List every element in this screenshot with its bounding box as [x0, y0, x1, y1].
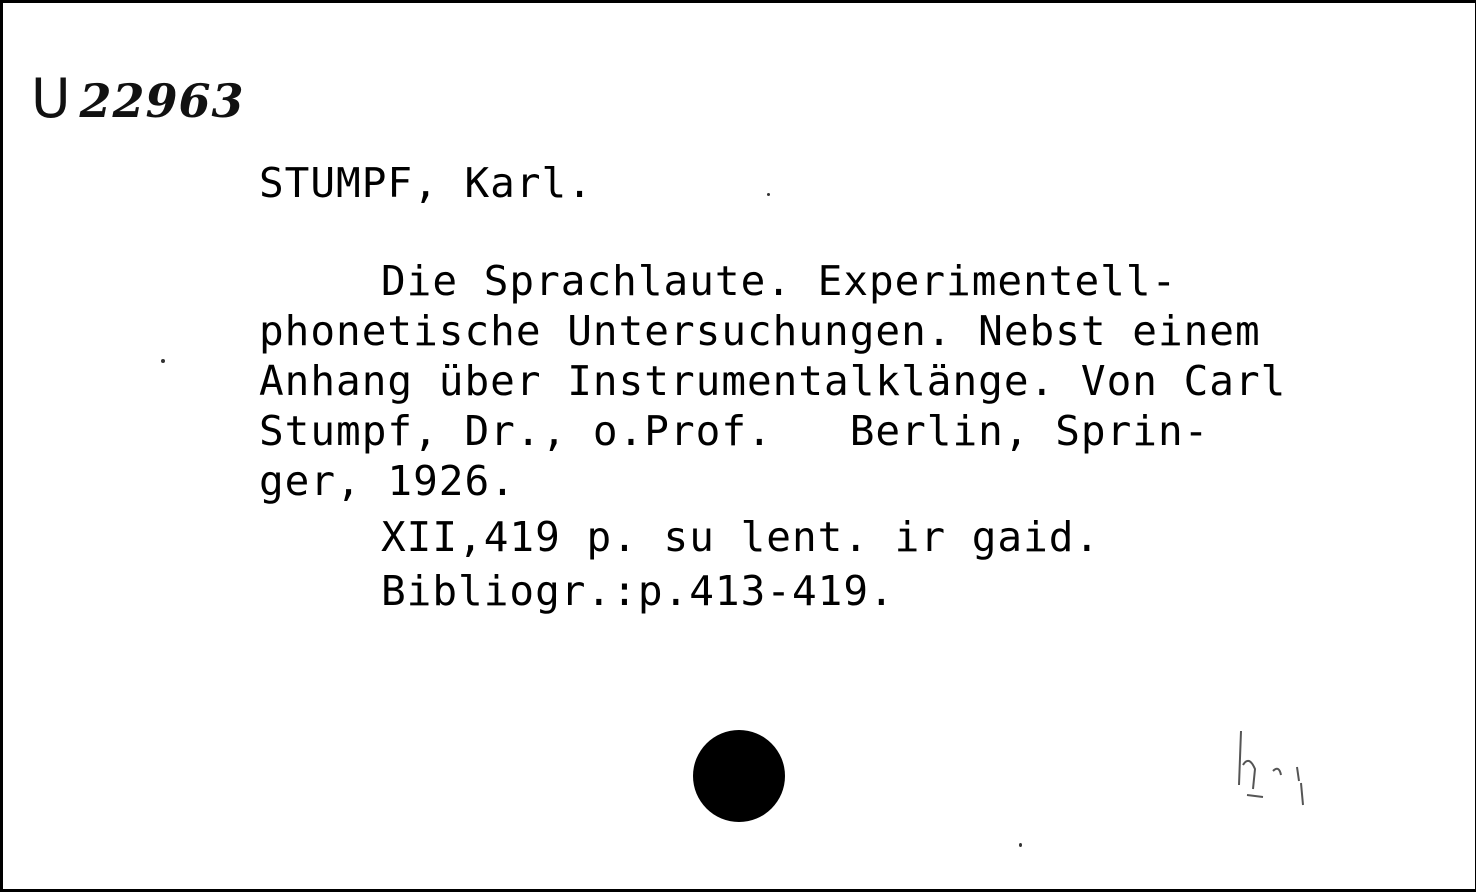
- collation: XII,419 p. su lent. ir gaid.: [381, 513, 1101, 561]
- title-line: Die Sprachlaute. Experimentell-: [381, 257, 1178, 305]
- title-line: ger, 1926.: [259, 457, 516, 505]
- speck: [767, 193, 770, 196]
- title-block: [259, 257, 1459, 517]
- title-line: phonetische Untersuchungen. Nebst einem: [259, 307, 1261, 355]
- pencil-marks: [1233, 725, 1323, 815]
- call-number: [31, 67, 245, 130]
- title-line: Anhang über Instrumentalklänge. Von Carl: [259, 357, 1287, 405]
- speck: [1019, 843, 1022, 847]
- bibliography-note: Bibliogr.:p.413-419.: [381, 567, 895, 615]
- speck: [161, 359, 165, 363]
- author-heading: STUMPF, Karl.: [259, 159, 593, 207]
- punch-hole: [693, 730, 785, 822]
- call-number-prefix: U: [31, 67, 72, 130]
- call-number-value: 22963: [79, 74, 245, 128]
- title-line: Stumpf, Dr., o.Prof. Berlin, Sprin-: [259, 407, 1210, 455]
